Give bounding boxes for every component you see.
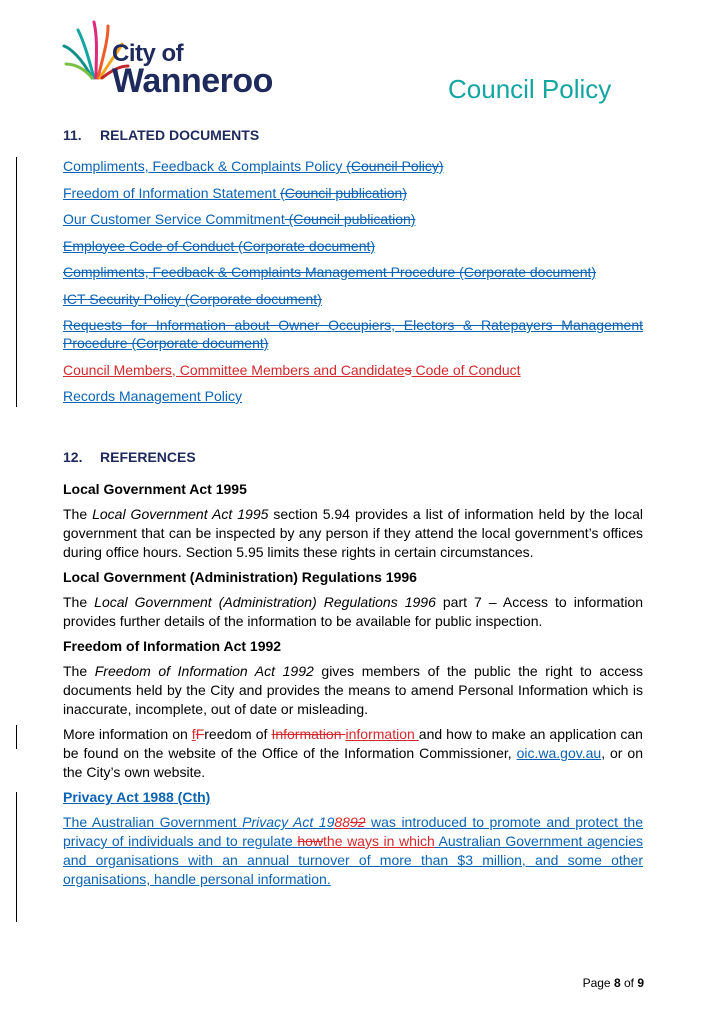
section-number: 11. (63, 127, 82, 143)
oic-website-link[interactable]: oic.wa.gov.au (516, 745, 602, 761)
page-number: Page 8 of 9 (582, 976, 644, 990)
section-title: REFERENCES (100, 449, 196, 465)
ref-heading-lga: Local Government Act 1995 (63, 481, 247, 497)
related-doc-link[interactable]: Our Customer Service Commitment (Council publication) (63, 211, 416, 227)
ref-paragraph-lgr: The Local Government (Administration) Regulations 1996 part 7 – Access to information provides further details of the information to be available for public inspection. (63, 594, 644, 629)
related-doc-link[interactable]: Compliments, Feedback & Complaints Policy (Council Policy) (63, 158, 444, 174)
document-type-title: Council Policy (448, 74, 612, 104)
ref-heading-lgr: Local Government (Administration) Regulations 1996 (63, 569, 417, 585)
section-number: 12. (63, 449, 83, 465)
ref-paragraph-more-info: More information on fFreedom of Information information and how to make an application can be found on the website of the Office of the Information Commissioner, oic.wa.gov.au, or on the City’s own website. (63, 726, 643, 780)
related-doc-link-deleted[interactable]: Requests for Information about Owner Occupiers, Electors & Ratepayers Management Procedure (Corporate document) (63, 317, 643, 351)
related-doc-link-inserted[interactable]: Council Members, Committee Members and Candidates Code of Conduct (63, 361, 521, 378)
ref-heading-privacy: Privacy Act 1988 (Cth) (63, 789, 211, 805)
logo-line-city-of: City of (112, 40, 184, 67)
related-doc-link-deleted[interactable]: Employee Code of Conduct (Corporate document) (63, 237, 376, 254)
related-doc-link[interactable]: Freedom of Information Statement (Council publication) (63, 184, 407, 201)
references-body (63, 480, 643, 889)
ref-paragraph-lga: The Local Government Act 1995 section 5.94 provides a list of information held by the local government that can be inspected by any person if they attend the local government’s offices during office hours. Section 5.95 limits these rights in certain circumstances. (63, 506, 644, 560)
ref-paragraph-privacy: The Australian Government Privacy Act 198892 was introduced to promote and protect the privacy of individuals and to regulate howthe ways in which Australian Government agencies and organisations with an annual turnover of more than $3 million, and some other organisations, handle personal information. (63, 814, 643, 887)
ref-paragraph-foi: The Freedom of Information Act 1992 gives members of the public the right to access documents held by the City and provides the means to amend Personal Information which is inaccurate, incomplete, out of date or misleading. (63, 663, 644, 717)
revision-change-bar (16, 157, 17, 407)
ref-heading-foi: Freedom of Information Act 1992 (63, 638, 282, 654)
section-11-heading (63, 127, 259, 143)
section-12-heading (63, 449, 196, 465)
related-doc-link-deleted[interactable]: Compliments, Feedback & Complaints Management Procedure (Corporate document) (63, 264, 597, 280)
logo-line-wanneroo: Wanneroo (112, 62, 273, 100)
related-doc-link[interactable]: Records Management Policy (63, 388, 242, 404)
revision-change-bar (16, 725, 17, 749)
related-documents-list (63, 157, 643, 414)
related-doc-link-deleted[interactable]: ICT Security Policy (Corporate document) (63, 290, 322, 307)
section-title: RELATED DOCUMENTS (100, 127, 260, 143)
revision-change-bar (16, 792, 17, 922)
